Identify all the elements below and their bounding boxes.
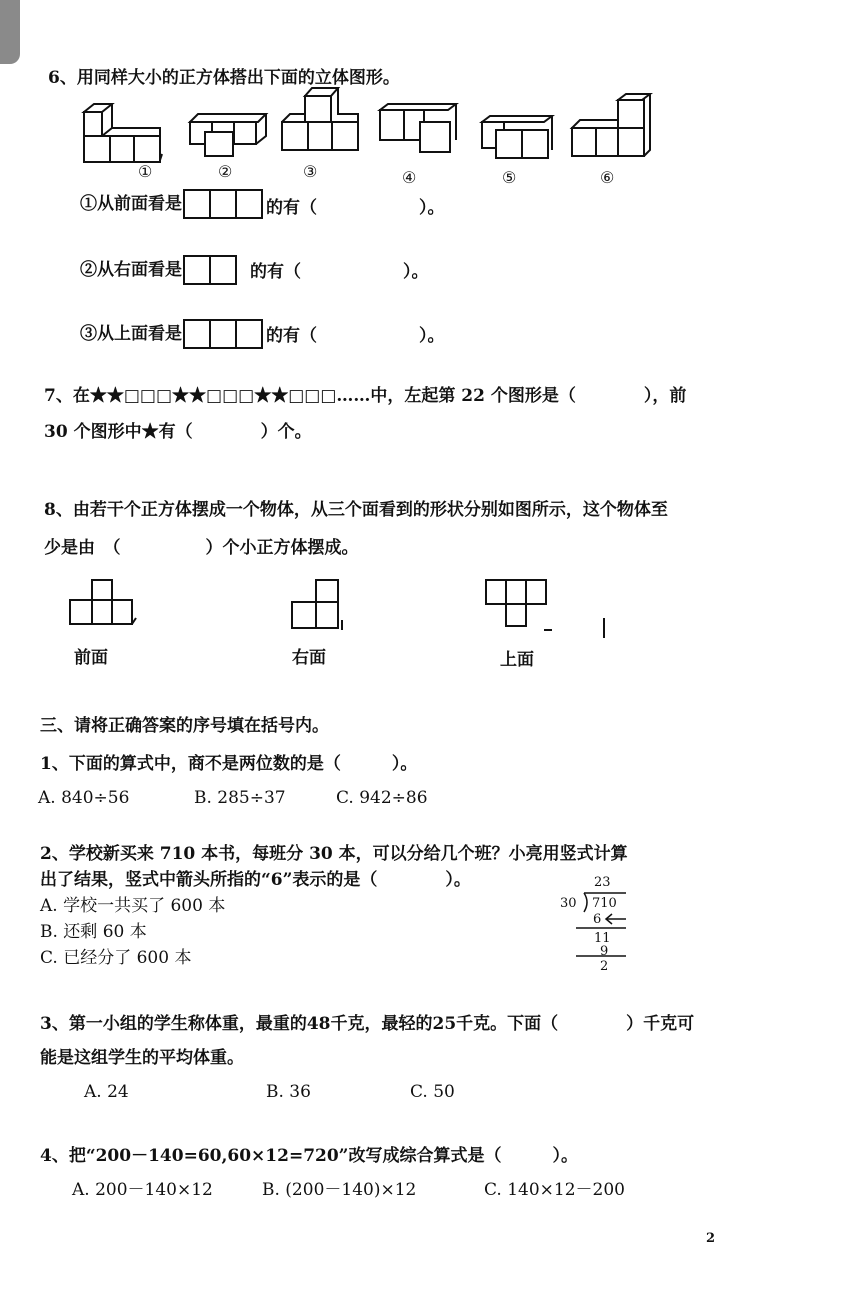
division-divisor: 30 — [560, 896, 577, 911]
view-box-three-2 — [184, 320, 262, 348]
figure-label-3: ③ — [303, 162, 318, 181]
s3-q3-line1: 3、第一小组的学生称体重，最重的48千克，最轻的25千克。下面（ ）千克可 — [40, 1014, 695, 1034]
figure-label-6: ⑥ — [600, 168, 615, 187]
q6-sub2-answer[interactable]: 的有（ ）。 — [250, 262, 429, 282]
cube-figure-2 — [190, 114, 266, 156]
figure-label-5: ⑤ — [502, 168, 517, 187]
q6-sub1-answer[interactable]: 的有（ ）。 — [266, 198, 445, 218]
page-number: 2 — [706, 1231, 716, 1246]
s3-q2-line1: 2、学校新买来 710 本书，每班分 30 本，可以分给几个班？小亮用竖式计算 — [40, 844, 628, 864]
q6-sub3-answer[interactable]: 的有（ ）。 — [266, 326, 445, 346]
q7-line1: 7、在★★□□□★★□□□★★□□□……中，左起第 22 个图形是（ ），前 — [44, 386, 687, 406]
cube-figure-5 — [482, 116, 552, 158]
view-box-two — [184, 256, 236, 284]
figure-label-1: ① — [138, 162, 153, 181]
s3-q3-option-c[interactable]: C. 50 — [410, 1082, 455, 1102]
s3-q1-option-c[interactable]: C. 942÷86 — [336, 788, 428, 808]
cube-figure-3 — [282, 88, 358, 150]
section-3-heading: 三、请将正确答案的序号填在括号内。 — [40, 716, 329, 736]
s3-q2-option-a[interactable]: A. 学校一共买了 600 本 — [40, 896, 226, 916]
s3-q2-line2: 出了结果，竖式中箭头所指的“6”表示的是（ ）。 — [40, 870, 471, 890]
s3-q4-stem: 4、把“200－140=60,60×12=720”改写成综合算式是（ ）。 — [40, 1146, 578, 1166]
division-step-1: 6 — [593, 912, 602, 927]
s3-q3-option-a[interactable]: A. 24 — [84, 1082, 129, 1102]
front-view-label: 前面 — [74, 648, 108, 668]
division-remainder: 2 — [600, 959, 609, 974]
division-dividend: 710 — [592, 896, 617, 911]
front-view — [70, 580, 136, 624]
s3-q3-option-b[interactable]: B. 36 — [266, 1082, 311, 1102]
right-view — [292, 580, 342, 630]
q7-line2: 30 个图形中★有（ ）个。 — [44, 422, 312, 442]
cube-figure-4 — [380, 104, 456, 152]
s3-q1-stem: 1、下面的算式中，商不是两位数的是（ ）。 — [40, 754, 418, 774]
q8-line1: 8、由若干个正方体摆成一个物体，从三个面看到的形状分别如图所示，这个物体至 — [44, 500, 668, 520]
figure-label-4: ④ — [402, 168, 417, 187]
division-step-2: 11 — [594, 931, 611, 946]
s3-q4-option-b[interactable]: B. (200－140)×12 — [262, 1180, 417, 1200]
q6-sub1-prefix: ①从前面看是 — [80, 194, 182, 214]
s3-q3-line2: 能是这组学生的平均体重。 — [40, 1048, 244, 1068]
s3-q4-option-a[interactable]: A. 200－140×12 — [72, 1180, 213, 1200]
s3-q4-option-c[interactable]: C. 140×12－200 — [484, 1180, 625, 1200]
view-box-three-1 — [184, 190, 262, 218]
division-step-3: 9 — [600, 944, 609, 959]
cube-figure-6 — [572, 94, 650, 156]
division-quotient: 23 — [594, 875, 611, 890]
top-view — [486, 580, 604, 638]
s3-q2-option-b[interactable]: B. 还剩 60 本 — [40, 922, 147, 942]
top-view-label: 上面 — [500, 650, 534, 670]
s3-q2-option-c[interactable]: C. 已经分了 600 本 — [40, 948, 192, 968]
cube-figure-1 — [84, 104, 162, 162]
s3-q1-option-b[interactable]: B. 285÷37 — [194, 788, 286, 808]
figure-label-2: ② — [218, 162, 233, 181]
q6-sub2-prefix: ②从右面看是 — [80, 260, 182, 280]
q8-line2: 少是由 （ ）个小正方体摆成。 — [44, 538, 359, 558]
s3-q1-option-a[interactable]: A. 840÷56 — [38, 788, 130, 808]
q6-sub3-prefix: ③从上面看是 — [80, 324, 182, 344]
q6-title: 6、用同样大小的正方体搭出下面的立体图形。 — [48, 68, 400, 88]
right-view-label: 右面 — [292, 648, 326, 668]
